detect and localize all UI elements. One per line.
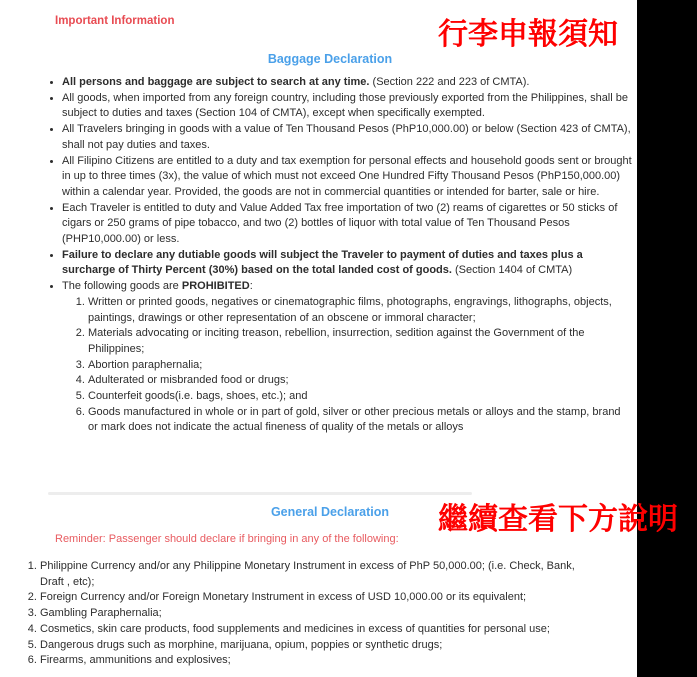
baggage-bullet: • The following goods are PROHIBITED: 1. Written or printed goods, negatives or cinematographic films, photographs, engravings, lithographs, objects, paintings, drawings or other representation of an obscene or immoral character; 2. Materials advocating or inciting treason, rebellion, insurrection, sedition against the Government of the Philippines; 3. Abortion paraphernalia; 4. Adulterated or misbranded food or drugs; 5. Counterfeit goods(i.e. bags, shoes, etc.); and 6. Goods manufactured in whole or in part of gold, silver or other precious metals or alloys and the stamp, brand or mark does not indicate the actual fineness of quality of the metals or alloys — [62, 279, 648, 436]
baggage-bullet: • Failure to declare any dutiable goods will subject the Traveler to payment of duties and taxes plus a surcharge of Thirty Percent (30%) based on the total landed cost of goods. (Section 1404 of CMTA) — [62, 248, 648, 279]
baggage-bullet: • All Travelers bringing in goods with a value of Ten Thousand Pesos (PhP10,000.00) or below (Section 423 of CMTA), shall not pay duties and taxes. — [62, 122, 648, 153]
annotation-continue-below-notice: 繼續查看下方說明 — [438, 502, 678, 537]
baggage-bullet-list — [0, 75, 648, 436]
baggage-bullet: • All persons and baggage are subject to search at any time. (Section 222 and 223 of CMTA). — [62, 75, 648, 91]
declare-item: 2. Foreign Currency and/or Foreign Monetary Instrument in excess of USD 10,000.00 or its equivalent; — [40, 590, 600, 606]
general-declaration-section — [0, 559, 648, 669]
prohibited-item: 3. Abortion paraphernalia; — [88, 358, 634, 374]
declare-item: 4. Cosmetics, skin care products, food supplements and medicines in excess of quantities for personal use; — [40, 622, 600, 638]
page-title: Important Information — [55, 15, 175, 27]
declare-item: 5. Dangerous drugs such as morphine, marijuana, opium, poppies or synthetic drugs; — [40, 638, 600, 654]
baggage-declaration-heading: Baggage Declaration — [267, 52, 393, 66]
section-divider — [48, 492, 472, 495]
baggage-bullet: • All Filipino Citizens are entitled to a duty and tax exemption for personal effects and household goods sent or brought in up to three times (3x), the value of which must not exceed One Hundred Fifty Thousand Pesos (PhP150,000.00) within a calendar year. Provided, the goods are not in commercial quantities or intended for barter, sale or hire. — [62, 154, 648, 201]
declare-item: 6. Firearms, ammunitions and explosives; — [40, 653, 600, 669]
baggage-bullet: • Each Traveler is entitled to duty and Value Added Tax free importation of two (2) reams of cigarettes or 50 sticks of cigars or 250 grams of pipe tobacco, and two (2) bottles of liquor with total value of Ten Thousand Pesos (PHP10,000.00) or less. — [62, 201, 648, 248]
prohibited-item: 6. Goods manufactured in whole or in part of gold, silver or other precious metals or alloys and the stamp, brand or mark does not indicate the actual fineness of quality of the metals or alloys — [88, 405, 634, 436]
annotation-baggage-declaration-notice: 行李申報須知 — [438, 17, 618, 52]
prohibited-item: 4. Adulterated or misbranded food or drugs; — [88, 373, 634, 389]
reminder-text: Reminder: Passenger should declare if bringing in any of the following: — [55, 533, 399, 545]
declare-item: 3. Gambling Paraphernalia; — [40, 606, 600, 622]
general-declaration-heading: General Declaration — [270, 505, 390, 519]
prohibited-item: 2. Materials advocating or inciting treason, rebellion, insurrection, sedition against the Government of the Philippines; — [88, 326, 634, 357]
prohibited-item: 5. Counterfeit goods(i.e. bags, shoes, etc.); and — [88, 389, 634, 405]
declare-item: 1. Philippine Currency and/or any Philippine Monetary Instrument in excess of PhP 50,000.00; (i.e. Check, Bank, Draft , etc); — [40, 559, 600, 590]
baggage-bullet: • All goods, when imported from any foreign country, including those previously exported from the Philippines, shall be subject to duties and taxes (Section 104 of CMTA), except when specifically exempted. — [62, 91, 648, 122]
right-edge-black-bar — [637, 0, 697, 677]
declare-items-list — [0, 559, 600, 669]
baggage-declaration-section — [0, 75, 648, 436]
prohibited-item: 1. Written or printed goods, negatives or cinematographic films, photographs, engravings, lithographs, objects, paintings, drawings or other representation of an obscene or immoral character; — [88, 295, 634, 326]
prohibited-goods-list — [62, 295, 634, 436]
